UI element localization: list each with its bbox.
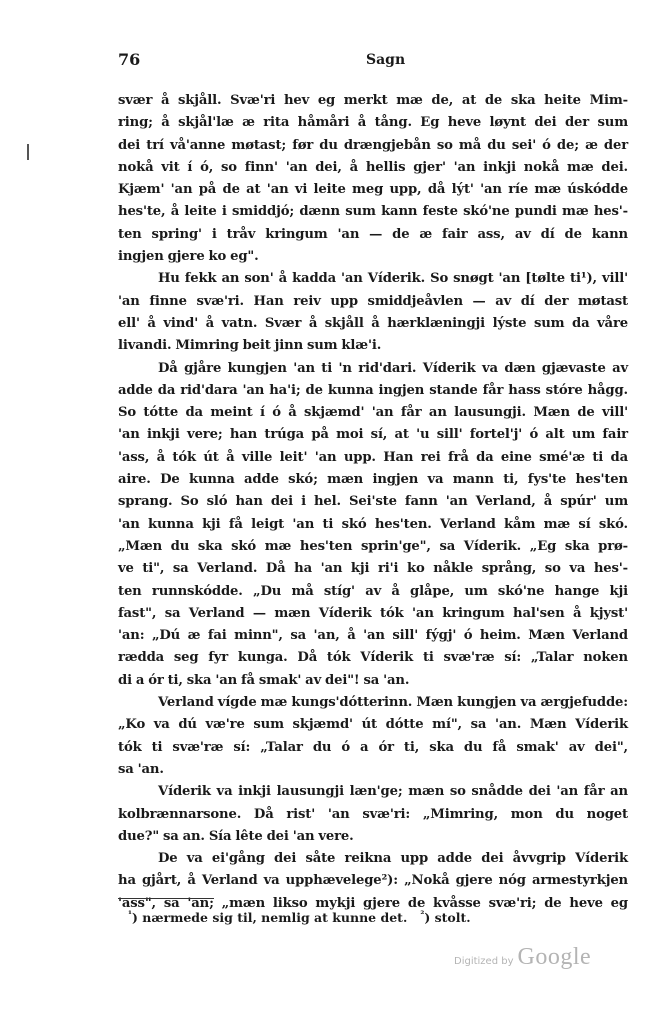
text-line: „Ko va dú væ're sum skjæmd' út dótte mí", sa 'an. Mæn Víderik — [118, 717, 628, 733]
text-line: Verland vígde mæ kungs'dótterinn. Mæn kungjen va ærgjefudde: — [158, 695, 628, 711]
text-line: adde da rid'dara 'an ha'i; de kunna ingjen stande får hass stóre hågg. — [118, 382, 628, 398]
page-header — [0, 50, 664, 74]
text-line: livandi. Mimring beit jinn sum klæ'i. — [118, 338, 382, 354]
text-line: kolbrænnarsone. Då rist' 'an svæ'ri: „Mimring, mon du noget — [118, 806, 628, 822]
text-line: ell' å vind' å vatn. Svær å skjåll å hærklæningji lýste sum da våre — [118, 315, 628, 331]
text-line: Kjæm' 'an på de at 'an vi leite meg upp, då lýt' 'an ríe mæ úskódde — [118, 182, 628, 198]
watermark-caption: Digitized by — [454, 956, 514, 967]
text-line: fast", sa Verland — mæn Víderik tók 'an kringum hal'sen å kjyst' — [118, 605, 628, 621]
text-line: sa 'an. — [118, 761, 164, 777]
text-line: ten runnskódde. „Du må stíg' av å glåpe, um skó'ne hange kji — [118, 583, 628, 599]
text-line: 'an kunna kji få leigt 'an ti skó hes'ten. Verland kåm mæ sí skó. — [118, 516, 628, 532]
text-line: ve ti", sa Verland. Då ha 'an kji ri'i ko nåkle språng, so va hes'- — [118, 561, 628, 577]
digitization-watermark — [454, 944, 591, 971]
page-number: 76 — [118, 50, 141, 69]
text-line: „Mæn du ska skó mæ hes'ten sprin'ge", sa Víderik. „Eg ska prø- — [118, 538, 628, 554]
body-text — [118, 90, 628, 915]
text-line: 'ass, å tók út å ville leit' 'an upp. Han rei frå da eine smé'æ ti da — [118, 449, 628, 465]
text-line: Då gjåre kungjen 'an ti 'n rid'dari. Víderik va dæn gjævaste av — [158, 360, 628, 376]
running-title: Sagn — [366, 52, 406, 68]
text-line: 'an inkji vere; han trúga på moi sí, at 'u sill' fortel'j' ó alt um fair — [118, 427, 628, 443]
footnote-marker-2: ² — [420, 910, 425, 920]
text-line: tók ti svæ'ræ sí: „Talar du ó a ór ti, ska du få smak' av dei", — [118, 739, 628, 755]
text-line: ingjen gjere ko eg". — [118, 249, 259, 265]
text-line: di a ór ti, ska 'an få smak' av dei"! sa 'an. — [118, 672, 410, 688]
text-line: Hu fekk an son' å kadda 'an Víderik. So snøgt 'an [tølte ti¹), vill' — [158, 271, 628, 287]
text-line: sprang. So sló han dei i hel. Sei'ste fann 'an Verland, å spúr' um — [118, 494, 628, 510]
footnote-2-text: stolt. — [434, 910, 471, 926]
text-line: ring; å skjål'læ æ rita håmåri å tång. Eg heve løynt dei der sum — [118, 115, 628, 131]
footnote-divider — [118, 898, 214, 899]
text-line: hes'te, å leite i smiddjó; dænn sum kann feste skó'ne pundi mæ hes'- — [118, 204, 628, 220]
text-line: So tótte da meint í ó å skjæmd' 'an får an lausungji. Mæn de vill' — [118, 405, 628, 421]
text-line: 'an finne svæ'ri. Han reiv upp smiddjeåvlen — av dí der møtast — [118, 293, 628, 309]
footnote-marker-1: ¹ — [128, 910, 132, 920]
text-line: 'an: „Dú æ fai minn", sa 'an, å 'an sill' fýgj' ó heim. Mæn Verland — [118, 628, 628, 644]
text-line: rædda seg fyr kunga. Då tók Víderik ti svæ'ræ sí: „Talar noken — [118, 650, 628, 666]
text-line: due?" sa an. Sía lête dei 'an vere. — [118, 828, 354, 844]
text-line: nokå vit í ó, so finn' 'an dei, å hellis gjer' 'an inkji nokå mæ dei. — [118, 159, 628, 175]
footnotes: $^{^1}$) nærmede sig til, nemlig at kunne det. $^{^2}$) stolt. — [128, 910, 471, 926]
text-line: aire. De kunna adde skó; mæn ingjen va mann ti, fys'te hes'ten — [118, 472, 628, 488]
margin-mark — [27, 144, 29, 160]
text-line: svær å skjåll. Svæ'ri hev eg merkt mæ de, at de ska heite Mim- — [118, 93, 628, 108]
text-line: ten spring' i tråv kringum 'an — de æ fair ass, av dí de kann — [118, 226, 628, 242]
text-line: ha gjårt, å Verland va upphævelege²): „Nokå gjere nóg armestyrkjen — [118, 873, 628, 889]
google-logo: Google — [517, 944, 592, 970]
text-line: Víderik va inkji lausungji læn'ge; mæn so snådde dei 'an får an — [158, 784, 628, 800]
text-line: De va ei'gång dei såte reikna upp adde dei åvvgrip Víderik — [158, 851, 628, 867]
footnote-1-text: nærmede sig til, nemlig at kunne det. — [142, 910, 408, 926]
text-line: 'ass", sa 'an; „mæn likso mykji gjere de kvåsse svæ'ri; de heve eg — [118, 895, 628, 911]
text-line: dei trí vå'anne møtast; før du drængjebån so må du sei' ó de; æ der — [118, 137, 628, 153]
